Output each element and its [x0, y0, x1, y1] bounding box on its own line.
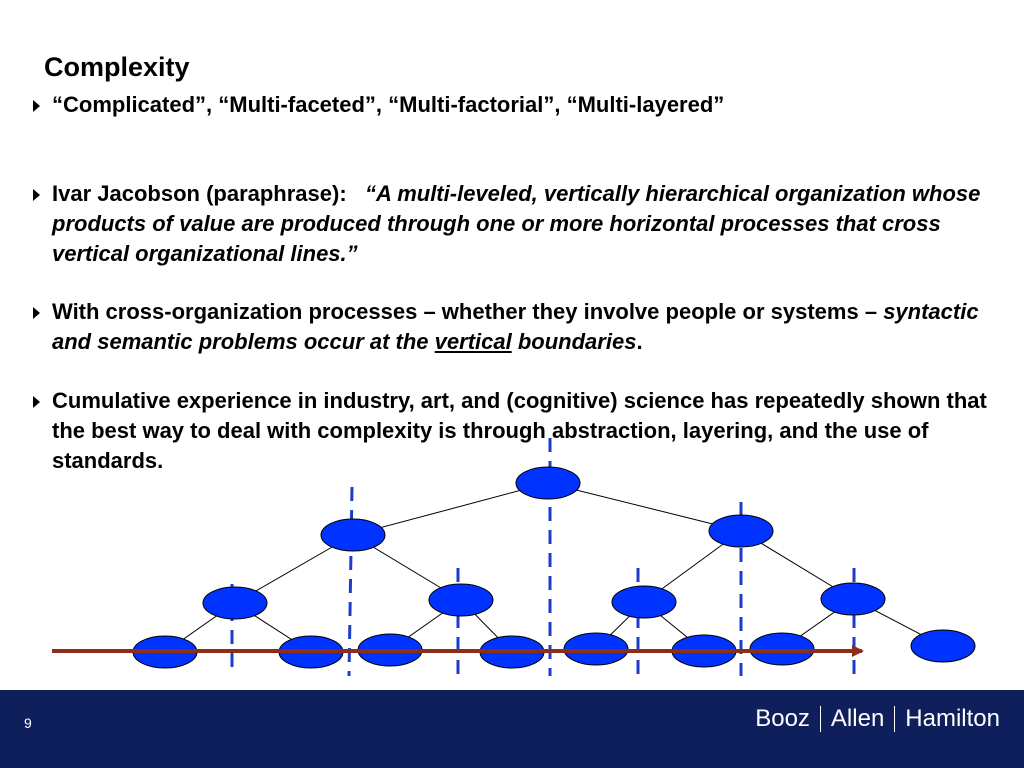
footer-bar [0, 690, 1024, 768]
bullet-2-quote: “A multi-leveled, vertically hierarchical organization whose products of value are produced through one or more horizontal processes that cross vertical organizational lines.” [52, 181, 981, 266]
bullet-3-lead: With cross-organization processes – whether they involve people or systems – [52, 299, 878, 324]
node-mid-left [321, 519, 385, 551]
bullet-4-text: Cumulative experience in industry, art, and (cognitive) science has repeatedly shown that the best way to deal with complexity is through abstraction, layering, and the use of standards. [52, 388, 987, 473]
logo-separator [894, 706, 895, 732]
page-number: 9 [24, 715, 32, 731]
bullet-2-lead: Ivar Jacobson (paraphrase): [52, 181, 347, 206]
bullet-3-italic2: boundaries [517, 329, 637, 354]
boundary-line-2 [349, 487, 352, 676]
node-l2-2 [429, 584, 493, 616]
bullet-3-underline: vertical [434, 329, 512, 354]
node-mid-right [709, 515, 773, 547]
edge-top-left [353, 483, 548, 535]
node-l2-3 [612, 586, 676, 618]
tree-nodes [133, 467, 975, 668]
bullet-3-italic: syntactic and semantic problems occur at the [52, 299, 979, 354]
node-l2-4 [821, 583, 885, 615]
logo-part-1: Booz [755, 705, 810, 732]
tree-edges [165, 483, 943, 652]
logo-part-2: Allen [830, 705, 885, 732]
bullet-3-end: . [636, 329, 643, 354]
bullet-1-text: “Complicated”, “Multi-faceted”, “Multi-factorial”, “Multi-layered” [52, 92, 725, 117]
node-l2-1 [203, 587, 267, 619]
slide-title: Complexity [44, 52, 190, 82]
logo-separator [820, 706, 821, 732]
node-root [516, 467, 580, 499]
company-logo [755, 705, 1000, 733]
node-leaf-8 [911, 630, 975, 662]
logo-part-3: Hamilton [905, 705, 1000, 732]
